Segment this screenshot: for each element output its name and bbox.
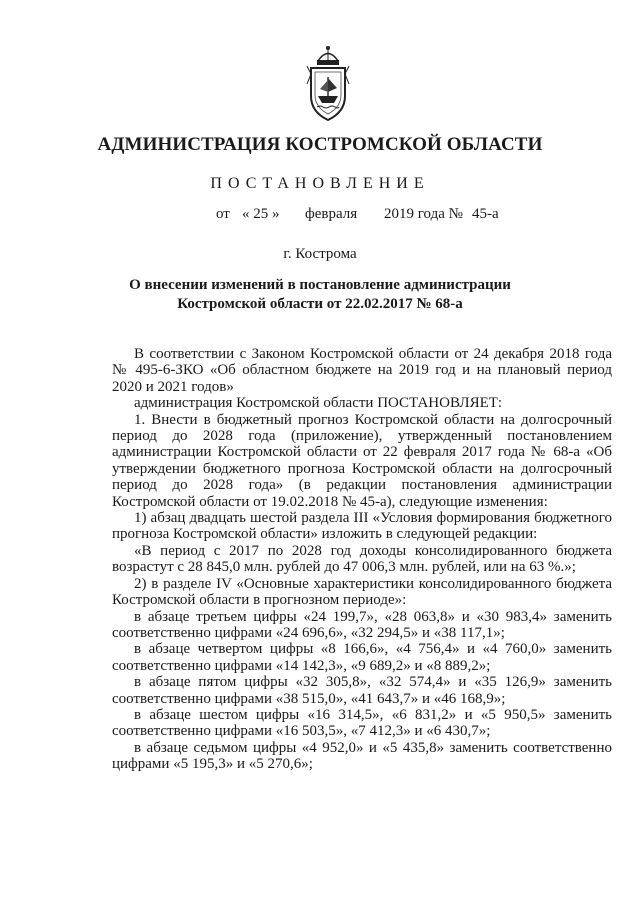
paragraph-amend-7: в абзаце седьмом цифры «4 952,0» и «5 435,8» заменить соответственно цифрами «5 195,3» и «5 270,6»; <box>112 739 612 773</box>
document-number: 45-а <box>472 206 499 222</box>
document-body <box>112 346 612 773</box>
date-month: февраля <box>305 206 358 222</box>
paragraph-resolves: администрация Костромской области ПОСТАНОВЛЯЕТ: <box>134 395 503 412</box>
paragraph-new-wording: «В период с 2017 по 2028 год доходы консолидированного бюджета возрастут с 28 845,0 млн. рублей до 47 006,3 млн. рублей, или на 63 %.»; <box>112 542 612 576</box>
paragraph-subitem-2: 2) в разделе IV «Основные характеристики консолидированного бюджета Костромской области в прогнозном периоде»: <box>112 575 612 609</box>
paragraph-amend-4: в абзаце четвертом цифры «8 166,6», «4 756,4» и «4 760,0» заменить соответственно цифрами «14 142,3», «9 689,2» и «8 889,2»; <box>112 641 612 674</box>
paragraph-subitem-1: 1) абзац двадцать шестой раздела III «Условия формирования бюджетного прогноза Костромской области» изложить в следующей редакции: <box>112 510 612 543</box>
date-prefix: от <box>216 206 230 222</box>
date-day: « 25 » <box>242 206 280 222</box>
document-type: ПОСТАНОВЛЕНИЕ <box>210 175 430 192</box>
coat-of-arms-emblem <box>301 44 355 126</box>
date-year: 2019 года № <box>384 206 463 222</box>
paragraph-item-1: 1. Внести в бюджетный прогноз Костромской области на долгосрочный период до 2028 года (приложение), утвержденный постановлением администрации Костромской области от 22 февраля 2017 года № 68-а «Об утверждении бюджетного прогноза Костромской области на долгосрочный период до 2028 года» (в редакции постановления администрации Костромской области от 19.02.2018 № 45-а), следующие изменения: <box>112 411 612 510</box>
paragraph-amend-5: в абзаце пятом цифры «32 305,8», «32 574,4» и «35 126,9» заменить соответственно цифрами «38 515,0», «41 643,7» и «46 168,9»; <box>112 674 612 707</box>
city-line: г. Кострома <box>283 246 357 262</box>
organization-title: АДМИНИСТРАЦИЯ КОСТРОМСКОЙ ОБЛАСТИ <box>97 134 543 155</box>
document-subject <box>0 276 640 314</box>
subject-line-2: Костромской области от 22.02.2017 № 68-а <box>177 296 463 312</box>
subject-line-1: О внесении изменений в постановление администрации <box>129 277 511 293</box>
paragraph-amend-3: в абзаце третьем цифры «24 199,7», «28 063,8» и «30 983,4» заменить соответственно цифрами «24 696,6», «32 294,5» и «38 117,1»; <box>112 608 612 641</box>
paragraph-amend-6: в абзаце шестом цифры «16 314,5», «6 831,2» и «5 950,5» заменить соответственно цифрами «16 503,5», «7 412,3» и «6 430,7»; <box>112 706 612 740</box>
paragraph-preamble: В соответствии с Законом Костромской области от 24 декабря 2018 года № 495-6-ЗКО «Об областном бюджете на 2019 год и на плановый период 2020 и 2021 годов» <box>112 346 612 395</box>
